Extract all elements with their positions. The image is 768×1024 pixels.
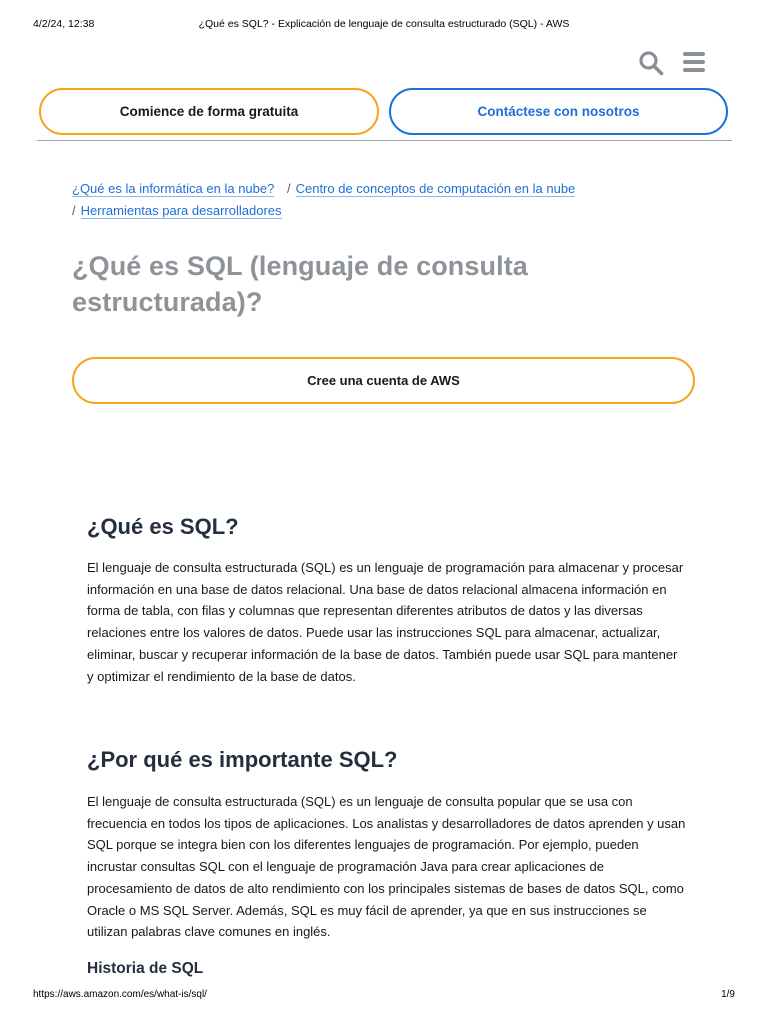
breadcrumb-developer-tools[interactable]: Herramientas para desarrolladores [80, 203, 282, 218]
header-divider [37, 140, 732, 141]
contact-us-button[interactable]: Contáctese con nosotros [389, 88, 728, 135]
section-what-is-sql [87, 512, 687, 687]
page-title: ¿Qué es SQL (lenguaje de consulta estructurada)? [72, 251, 528, 317]
print-header [33, 18, 735, 32]
cta-row [39, 88, 728, 135]
print-date: 4/2/24, 12:38 [33, 18, 95, 30]
breadcrumb-separator: / [286, 181, 291, 196]
section-heading: ¿Qué es SQL? [87, 514, 239, 539]
menu-icon[interactable] [683, 52, 705, 72]
start-free-button[interactable]: Comience de forma gratuita [39, 88, 379, 135]
section-body: El lenguaje de consulta estructurada (SQL) es un lenguaje de programación para almacenar y procesar información en una base de datos relacional. Una base de datos relacional almacena información en forma de tabla, con filas y columnas que representan diferentes atributos de datos y las diversas relaciones entre los valores de datos. Puede usar las instrucciones SQL para almacenar, actualizar, eliminar, buscar y recuperar información de la base de datos. También puede usar SQL para mantener y optimizar el rendimiento de la base de datos. [87, 560, 684, 684]
section-body: El lenguaje de consulta estructurada (SQL) es un lenguaje de consulta popular que se usa con frecuencia en todos los tipos de aplicaciones. Los analistas y desarrolladores de datos aprenden y usan SQL porque se integra bien con los diferentes lenguajes de programación. Por ejemplo, pueden incrustar consultas SQL con el lenguaje de programación Java para crear aplicaciones de procesamiento de datos de alto rendimiento con los principales sistemas de bases de datos SQL, como Oracle o MS SQL Server. Además, SQL es muy fácil de aprender, ya que en sus instrucciones se utilizan palabras clave comunes en inglés. [87, 794, 686, 940]
history-subheading: Historia de SQL [87, 960, 204, 977]
print-page-number: 1/9 [721, 989, 735, 1000]
breadcrumb-cloud-computing[interactable]: ¿Qué es la informática en la nube? [72, 181, 275, 196]
breadcrumb-separator: / [72, 203, 76, 218]
print-url: https://aws.amazon.com/es/what-is/sql/ [33, 989, 207, 1000]
breadcrumb [72, 178, 632, 222]
breadcrumb-concepts-hub[interactable]: Centro de conceptos de computación en la nube [295, 181, 576, 196]
section-why-important [87, 745, 687, 943]
search-icon[interactable] [638, 50, 664, 76]
print-footer [33, 989, 735, 1003]
section-heading: ¿Por qué es importante SQL? [87, 747, 398, 772]
create-aws-account-button[interactable]: Cree una cuenta de AWS [72, 357, 695, 404]
print-page-title: ¿Qué es SQL? - Explicación de lenguaje de consulta estructurado (SQL) - AWS [198, 18, 570, 30]
